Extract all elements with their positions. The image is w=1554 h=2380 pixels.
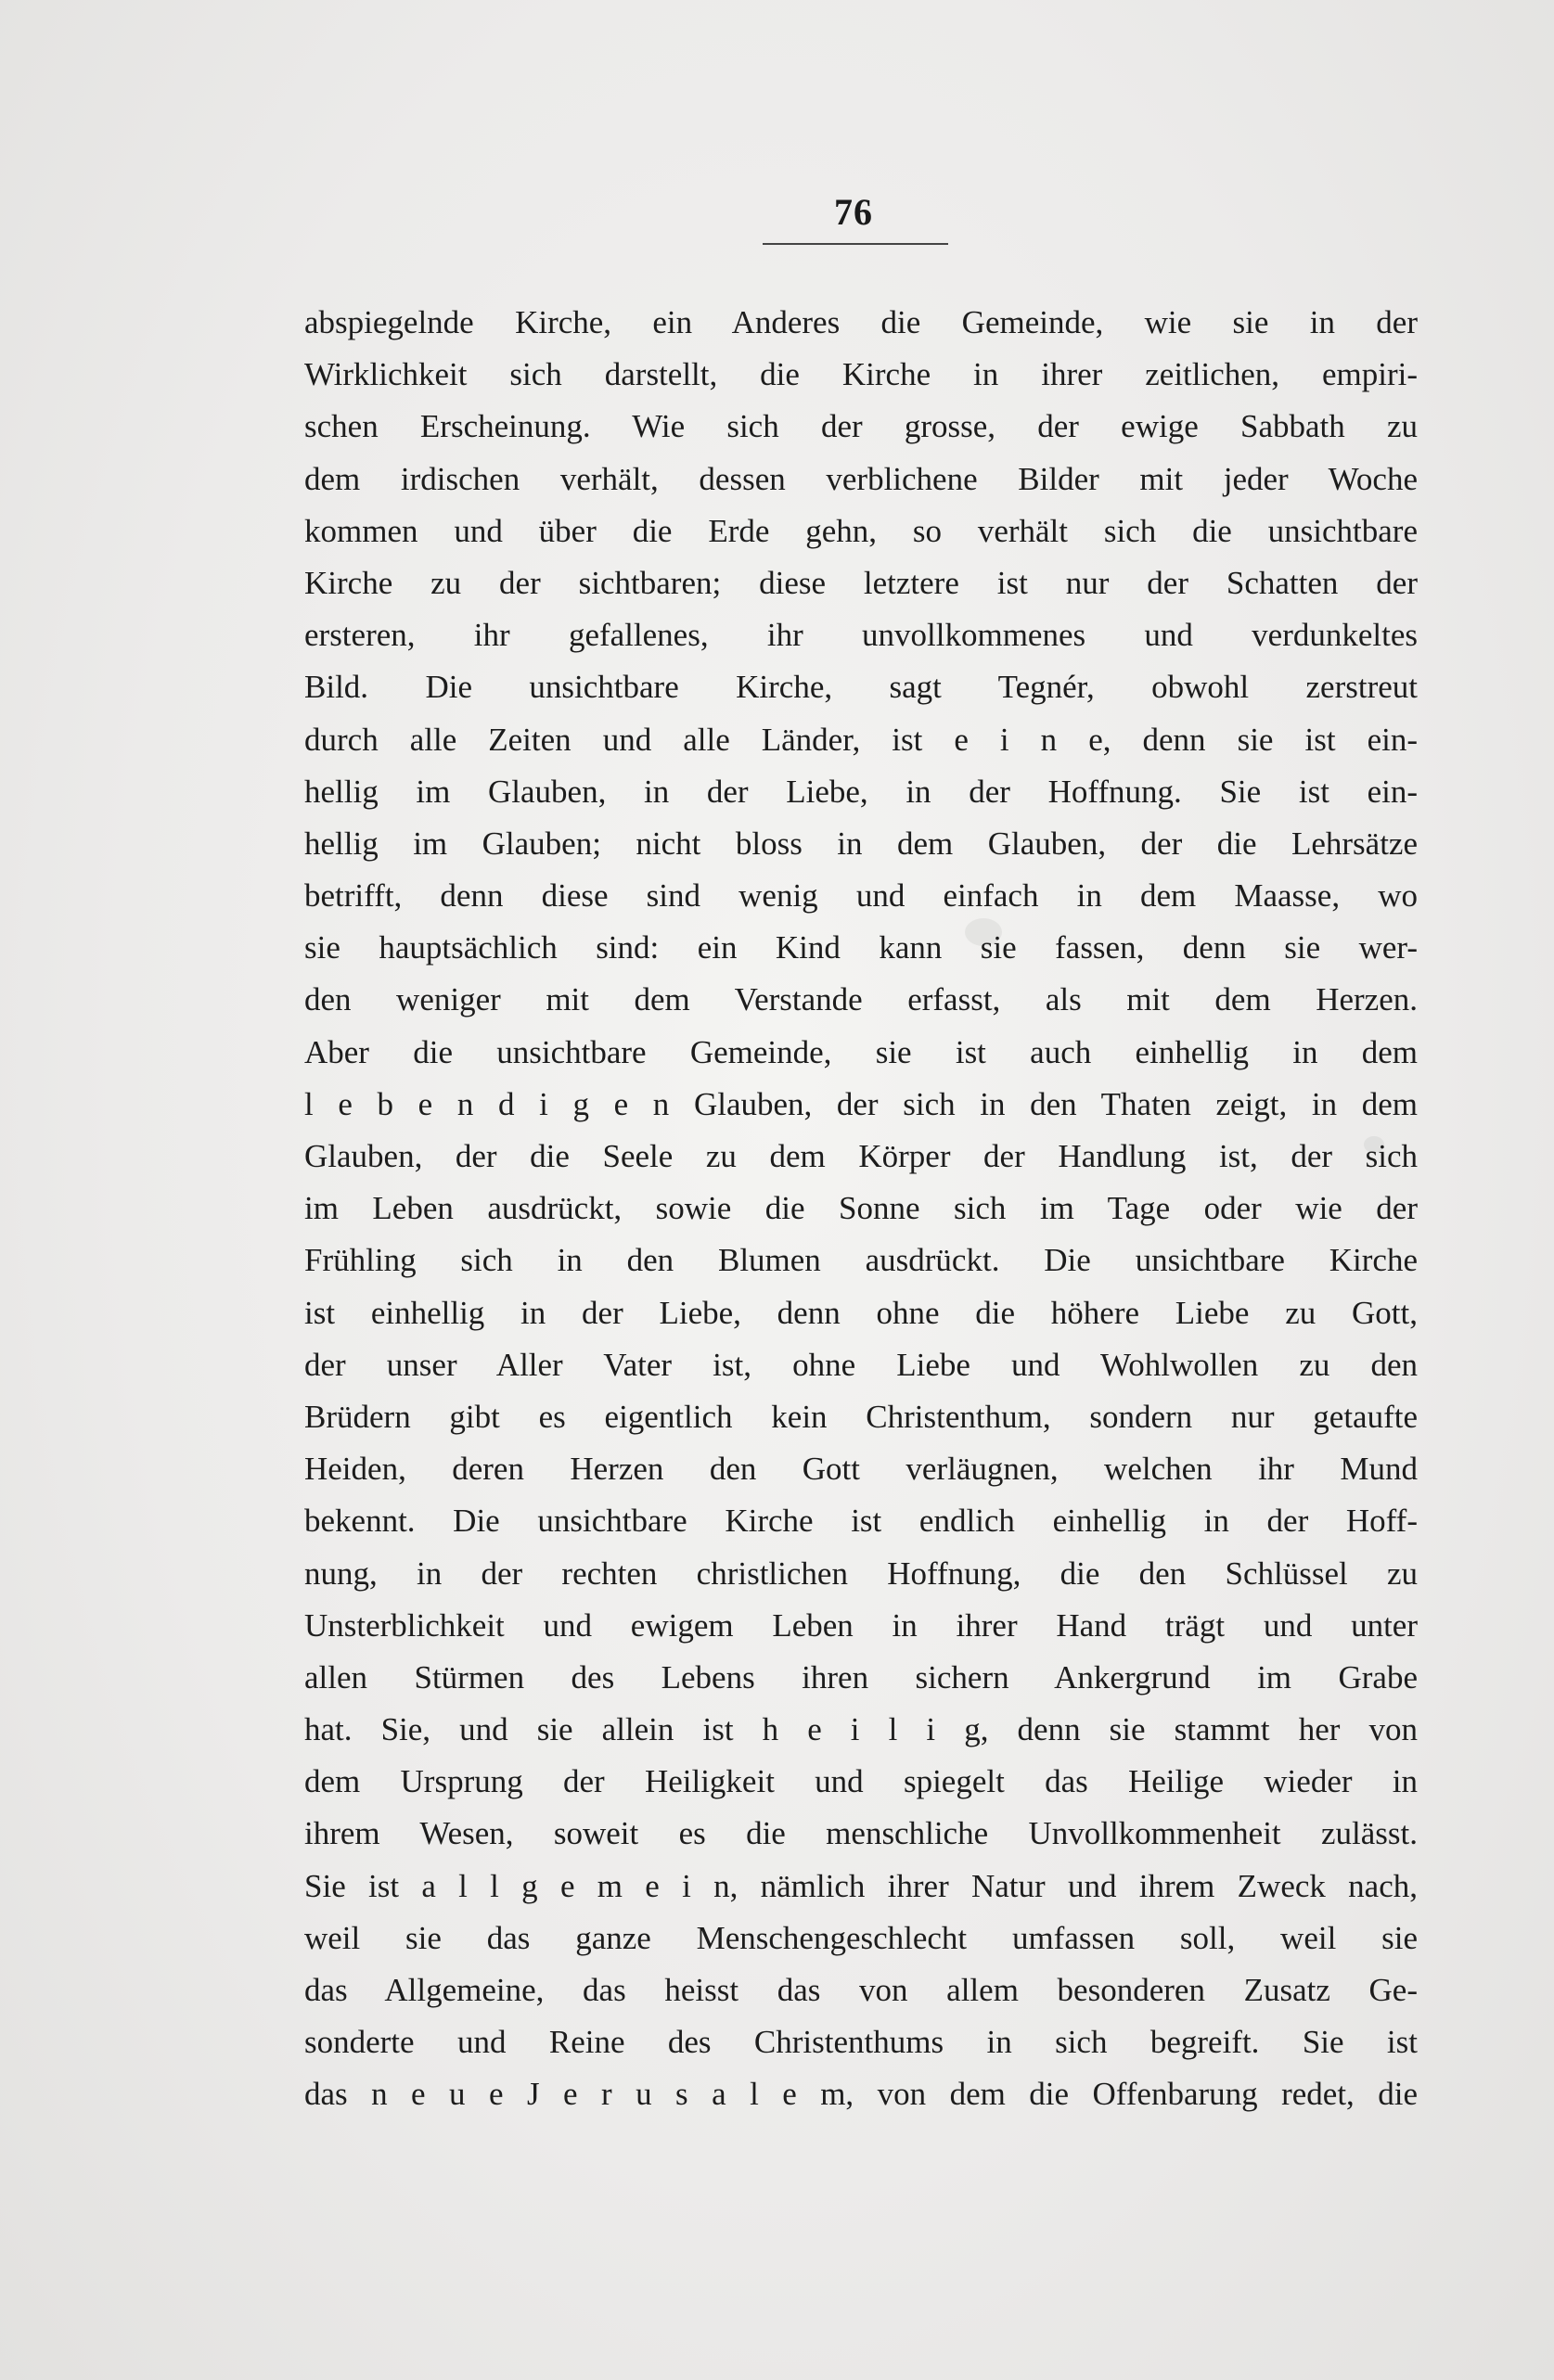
text-line: das Allgemeine, das heisst das von allem besonderen Zusatz Ge- [304,1972,1418,2008]
text-line: allen Stürmen des Lebens ihren sichern Ankergrund im Grabe [304,1658,1418,1695]
text-line: hellig im Glauben; nicht bloss in dem Glauben, der die Lehrsätze [304,825,1418,862]
text-line: dem irdischen verhält, dessen verblichene Bilder mit jeder Woche [304,460,1418,497]
text-line: weil sie das ganze Menschengeschlecht umfassen soll, weil sie [304,1919,1418,1956]
text-line: sie hauptsächlich sind: ein Kind kann sie fassen, denn sie wer- [304,929,1418,966]
text-line: Wirklichkeit sich darstellt, die Kirche in ihrer zeitlichen, empiri- [304,356,1418,393]
text-line: Heiden, deren Herzen den Gott verläugnen, welchen ihr Mund [304,1451,1418,1488]
text-line: kommen und über die Erde gehn, so verhält sich die unsichtbare [304,512,1418,549]
text-line: im Leben ausdrückt, sowie die Sonne sich im Tage oder wie der [304,1190,1418,1227]
text-line: Brüdern gibt es eigentlich kein Christenthum, sondern nur getaufte [304,1398,1418,1435]
text-line: hellig im Glauben, in der Liebe, in der Hoffnung. Sie ist ein- [304,773,1418,810]
text-line: Aber die unsichtbare Gemeinde, sie ist auch einhellig in dem [304,1033,1418,1070]
text-line: abspiegelnde Kirche, ein Anderes die Gemeinde, wie sie in der [304,304,1418,340]
text-line: ihrem Wesen, soweit es die menschliche Unvollkommenheit zulässt. [304,1815,1418,1852]
text-line: ersteren, ihr gefallenes, ihr unvollkommenes und verdunkeltes [304,617,1418,654]
text-line: bekennt. Die unsichtbare Kirche ist endlich einhellig in der Hoff- [304,1503,1418,1540]
text-line: sonderte und Reine des Christenthums in sich begreift. Sie ist [304,2024,1418,2061]
text-line: l e b e n d i g e n Glauben, der sich in den Thaten zeigt, in dem [304,1085,1418,1122]
text-line: schen Erscheinung. Wie sich der grosse, der ewige Sabbath zu [304,408,1418,445]
text-line: dem Ursprung der Heiligkeit und spiegelt das Heilige wieder in [304,1763,1418,1800]
text-line: durch alle Zeiten und alle Länder, ist e i n e, denn sie ist ein- [304,721,1418,758]
text-line: Unsterblichkeit und ewigem Leben in ihrer Hand trägt und unter [304,1606,1418,1644]
text-line: der unser Aller Vater ist, ohne Liebe und Wohlwollen zu den [304,1346,1418,1383]
text-line: den weniger mit dem Verstande erfasst, als mit dem Herzen. [304,981,1418,1018]
text-line: hat. Sie, und sie allein ist h e i l i g, denn sie stammt her von [304,1711,1418,1748]
text-line: nung, in der rechten christlichen Hoffnung, die den Schlüssel zu [304,1555,1418,1592]
text-line: Kirche zu der sichtbaren; diese letztere ist nur der Schatten der [304,564,1418,601]
text-line: betrifft, denn diese sind wenig und einfach in dem Maasse, wo [304,877,1418,915]
page-number: 76 [834,191,873,233]
text-line: Frühling sich in den Blumen ausdrückt. Die unsichtbare Kirche [304,1242,1418,1279]
header-rule [763,243,948,245]
text-line: Sie ist a l l g e m e i n, nämlich ihrer Natur und ihrem Zweck nach, [304,1867,1418,1904]
text-line: ist einhellig in der Liebe, denn ohne die höhere Liebe zu Gott, [304,1294,1418,1331]
body-text [304,297,1418,2121]
text-line: das n e u e J e r u s a l e m, von dem die Offenbarung redet, die [304,2076,1418,2113]
text-line: Bild. Die unsichtbare Kirche, sagt Tegnér, obwohl zerstreut [304,669,1418,706]
text-line: Glauben, der die Seele zu dem Körper der Handlung ist, der sich [304,1138,1418,1174]
